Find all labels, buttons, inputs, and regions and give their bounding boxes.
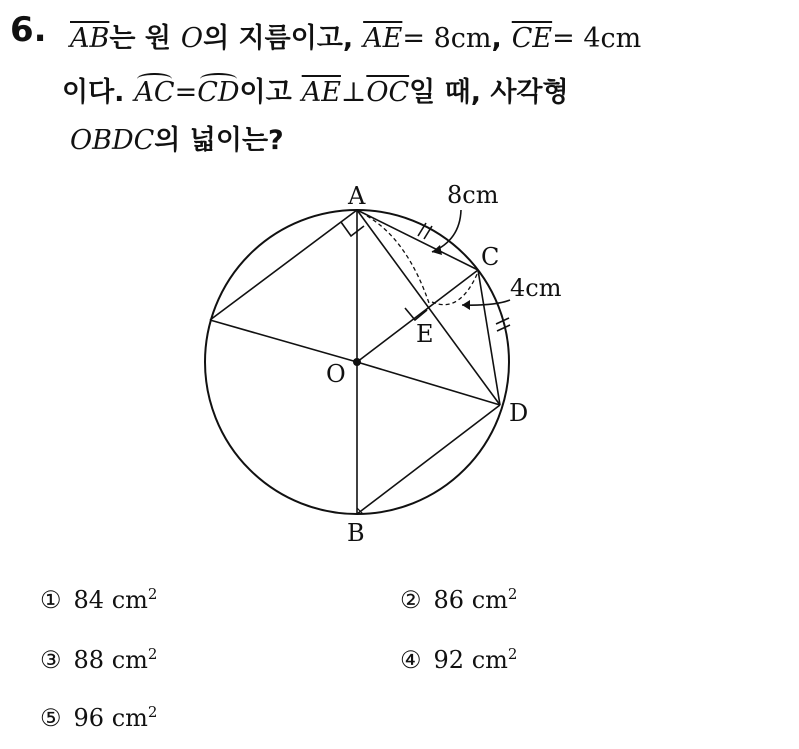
choice-value: 96 (73, 704, 105, 732)
equals: = (174, 77, 198, 108)
segment-oc: $\overline{OC}$ (366, 77, 410, 108)
choice-exponent: 2 (147, 585, 158, 603)
right-angle-a (341, 222, 364, 236)
choice-mark: ② (400, 586, 422, 614)
equal-mark-2b (497, 325, 510, 331)
segment-ae: $\overline{AE}$ (363, 23, 403, 54)
radius-od (357, 362, 500, 405)
choice-mark: ① (40, 586, 62, 614)
text: 의 넓이는? (154, 125, 284, 156)
arc-ac: AC (134, 77, 175, 108)
choice-mark: ⑤ (40, 704, 62, 732)
arrowhead-4cm (462, 300, 470, 310)
choice-unit: cm (111, 704, 148, 732)
text: 의 지름이고, (203, 23, 354, 54)
dashed-brace-ae (367, 216, 430, 306)
perpendicular-symbol: ⊥ (340, 77, 367, 108)
chord-cd (478, 270, 500, 405)
choice-exponent: 2 (147, 645, 158, 663)
chord-a-left (210, 210, 357, 320)
choice-unit: cm (111, 586, 148, 614)
label-e: E (416, 320, 434, 348)
text: 이다. (62, 77, 125, 108)
choice-exponent: 2 (507, 645, 518, 663)
quadrilateral-obdc: OBDC (70, 125, 155, 156)
choice-value: 88 (73, 646, 105, 674)
choice-5[interactable] (40, 703, 157, 732)
choice-value: 84 (73, 586, 105, 614)
choice-value: 92 (433, 646, 465, 674)
label-o: O (326, 360, 346, 388)
choice-1[interactable] (40, 585, 157, 614)
center-point (353, 358, 361, 366)
choice-mark: ③ (40, 646, 62, 674)
arc-cd: CD (197, 77, 240, 108)
choice-value: 86 (433, 586, 465, 614)
arrowhead-8cm (432, 245, 442, 255)
text: 이고 (239, 77, 292, 108)
choice-unit: cm (111, 646, 148, 674)
choice-unit: cm (471, 646, 508, 674)
choice-4[interactable] (400, 645, 517, 674)
equals-8: = 8 (402, 23, 451, 54)
center-o: O (180, 23, 204, 54)
comma: , (491, 23, 502, 54)
segment-left-o (210, 320, 357, 362)
label-b: B (347, 519, 365, 547)
label-c: C (481, 243, 500, 271)
segment-ae: $\overline{AE}$ (301, 77, 341, 108)
choice-exponent: 2 (147, 703, 158, 721)
text: 일 때, 사각형 (409, 77, 569, 108)
choice-mark: ④ (400, 646, 422, 674)
right-angle-e (405, 308, 427, 320)
choice-exponent: 2 (507, 585, 518, 603)
chord-db (357, 405, 500, 514)
unit-cm: cm (600, 23, 642, 54)
equals-4: = 4 (552, 23, 601, 54)
label-d: D (509, 399, 529, 427)
unit-cm: cm (450, 23, 492, 54)
segment-ab: $\overline{AB}$ (70, 23, 110, 54)
question-number: 6. (10, 10, 47, 50)
choice-3[interactable] (40, 645, 157, 674)
text: 는 원 (109, 23, 171, 54)
label-8cm: 8cm (447, 181, 499, 209)
choice-2[interactable] (400, 585, 517, 614)
pointer-8cm (432, 210, 461, 252)
radius-oc (357, 270, 478, 362)
label-4cm: 4cm (510, 274, 562, 302)
choice-unit: cm (471, 586, 508, 614)
segment-ce: $\overline{CE}$ (511, 23, 553, 54)
label-a: A (348, 182, 366, 210)
